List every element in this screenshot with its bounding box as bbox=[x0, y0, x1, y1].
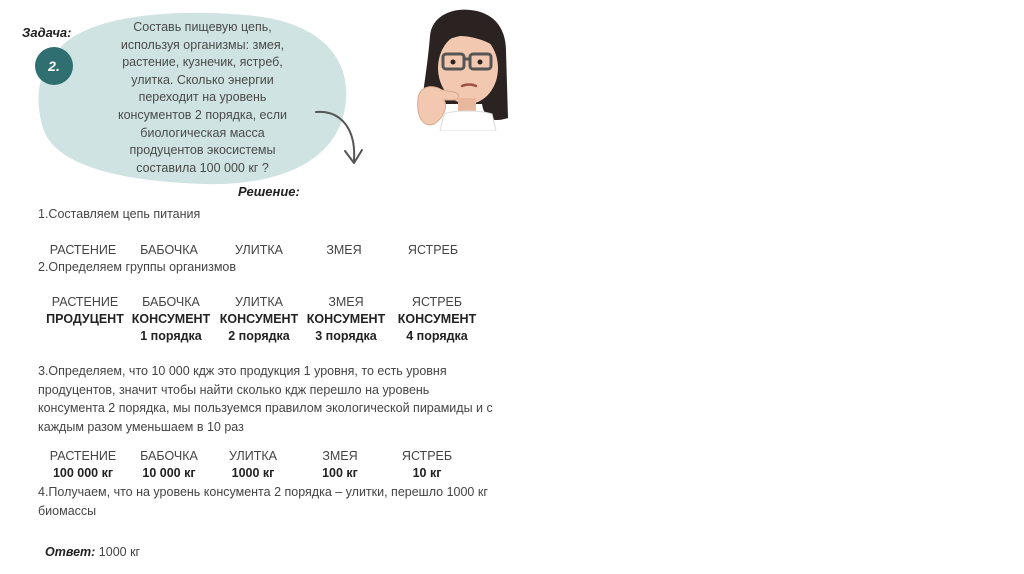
task-number-badge: 2. bbox=[35, 47, 73, 85]
step-3-line: продуцентов, значит чтобы найти сколько кдж перешло на уровень bbox=[38, 382, 430, 397]
chain2-item bbox=[212, 294, 306, 345]
chain3-item bbox=[36, 448, 130, 482]
chain1-item: УЛИТКА bbox=[235, 243, 283, 257]
chain1-item: РАСТЕНИЕ bbox=[49, 243, 117, 257]
step-4-text bbox=[38, 483, 508, 520]
task-line: консументов 2 порядка, если bbox=[117, 107, 288, 122]
organism-role: КОНСУМЕНТ bbox=[306, 312, 386, 326]
task-line: переходит на уровень bbox=[138, 90, 267, 105]
chain1-item: ЗМЕЯ bbox=[326, 243, 362, 257]
task-label: Задача: bbox=[22, 25, 72, 40]
task-text bbox=[95, 19, 310, 177]
answer-label: Ответ: bbox=[45, 545, 96, 559]
chain2-item bbox=[38, 294, 132, 328]
answer bbox=[45, 545, 140, 559]
task-line: используя организмы: змея, bbox=[120, 37, 285, 52]
organism-role: ПРОДУЦЕНТ bbox=[46, 312, 124, 326]
chain1-item: ЯСТРЕБ bbox=[407, 243, 459, 257]
organism-name: УЛИТКА bbox=[235, 295, 283, 309]
task-line: продуцентов экосистемы bbox=[129, 143, 276, 158]
organism-order: 1 порядка bbox=[140, 329, 202, 343]
organism-role: КОНСУМЕНТ bbox=[131, 312, 211, 326]
step-2-text: 2.Определяем группы организмов bbox=[38, 260, 237, 274]
organism-mass: 10 кг bbox=[412, 466, 442, 480]
organism-order: 4 порядка bbox=[406, 329, 468, 343]
solution-label: Решение: bbox=[238, 184, 300, 199]
organism-order: 2 порядка bbox=[228, 329, 290, 343]
organism-role: КОНСУМЕНТ bbox=[219, 312, 299, 326]
organism-mass: 1000 кг bbox=[231, 466, 275, 480]
organism-name: РАСТЕНИЕ bbox=[51, 295, 119, 309]
task-line: биологическая масса bbox=[140, 125, 265, 140]
curved-arrow-icon bbox=[312, 106, 372, 170]
chain2-item bbox=[390, 294, 484, 345]
organism-name: БАБОЧКА bbox=[140, 449, 198, 463]
organism-name: ЯСТРЕБ bbox=[411, 295, 463, 309]
task-line: Составь пищевую цепь, bbox=[133, 20, 272, 34]
organism-role: КОНСУМЕНТ bbox=[397, 312, 477, 326]
chain3-item bbox=[293, 448, 387, 482]
organism-mass: 100 000 кг bbox=[52, 466, 114, 480]
organism-order: 3 порядка bbox=[315, 329, 377, 343]
organism-name: ЗМЕЯ bbox=[322, 449, 358, 463]
task-line: составила 100 000 кг ? bbox=[136, 160, 269, 175]
step-4-line: 4.Получаем, что на уровень консумента 2 порядка – улитки, перешло 1000 кг bbox=[38, 485, 488, 499]
thinking-avatar bbox=[410, 6, 520, 131]
organism-mass: 100 кг bbox=[322, 466, 358, 480]
organism-name: ЗМЕЯ bbox=[328, 295, 364, 309]
chain2-item bbox=[299, 294, 393, 345]
step-3-line: каждым разом уменьшаем в 10 раз bbox=[38, 419, 244, 434]
task-line: улитка. Сколько энергии bbox=[131, 72, 274, 87]
chain3-item bbox=[122, 448, 216, 482]
organism-name: ЯСТРЕБ bbox=[401, 449, 453, 463]
chain2-item bbox=[124, 294, 218, 345]
step-3-line: 3.Определяем, что 10 000 кдж это продукция 1 уровня, то есть уровня bbox=[38, 364, 447, 378]
step-3-text bbox=[38, 362, 508, 436]
organism-mass: 10 000 кг bbox=[142, 466, 196, 480]
chain3-item bbox=[380, 448, 474, 482]
chain3-item bbox=[206, 448, 300, 482]
organism-name: РАСТЕНИЕ bbox=[49, 449, 117, 463]
organism-name: УЛИТКА bbox=[229, 449, 277, 463]
task-line: растение, кузнечик, ястреб, bbox=[122, 55, 283, 70]
step-1-text: 1.Составляем цепь питания bbox=[38, 207, 201, 221]
organism-name: БАБОЧКА bbox=[142, 295, 200, 309]
step-4-line: биомассы bbox=[38, 503, 97, 518]
chain1-item: БАБОЧКА bbox=[140, 243, 198, 257]
answer-value: 1000 кг bbox=[98, 545, 141, 559]
step-3-line: консумента 2 порядка, мы пользуемся правилом экологической пирамиды и с bbox=[38, 401, 493, 415]
